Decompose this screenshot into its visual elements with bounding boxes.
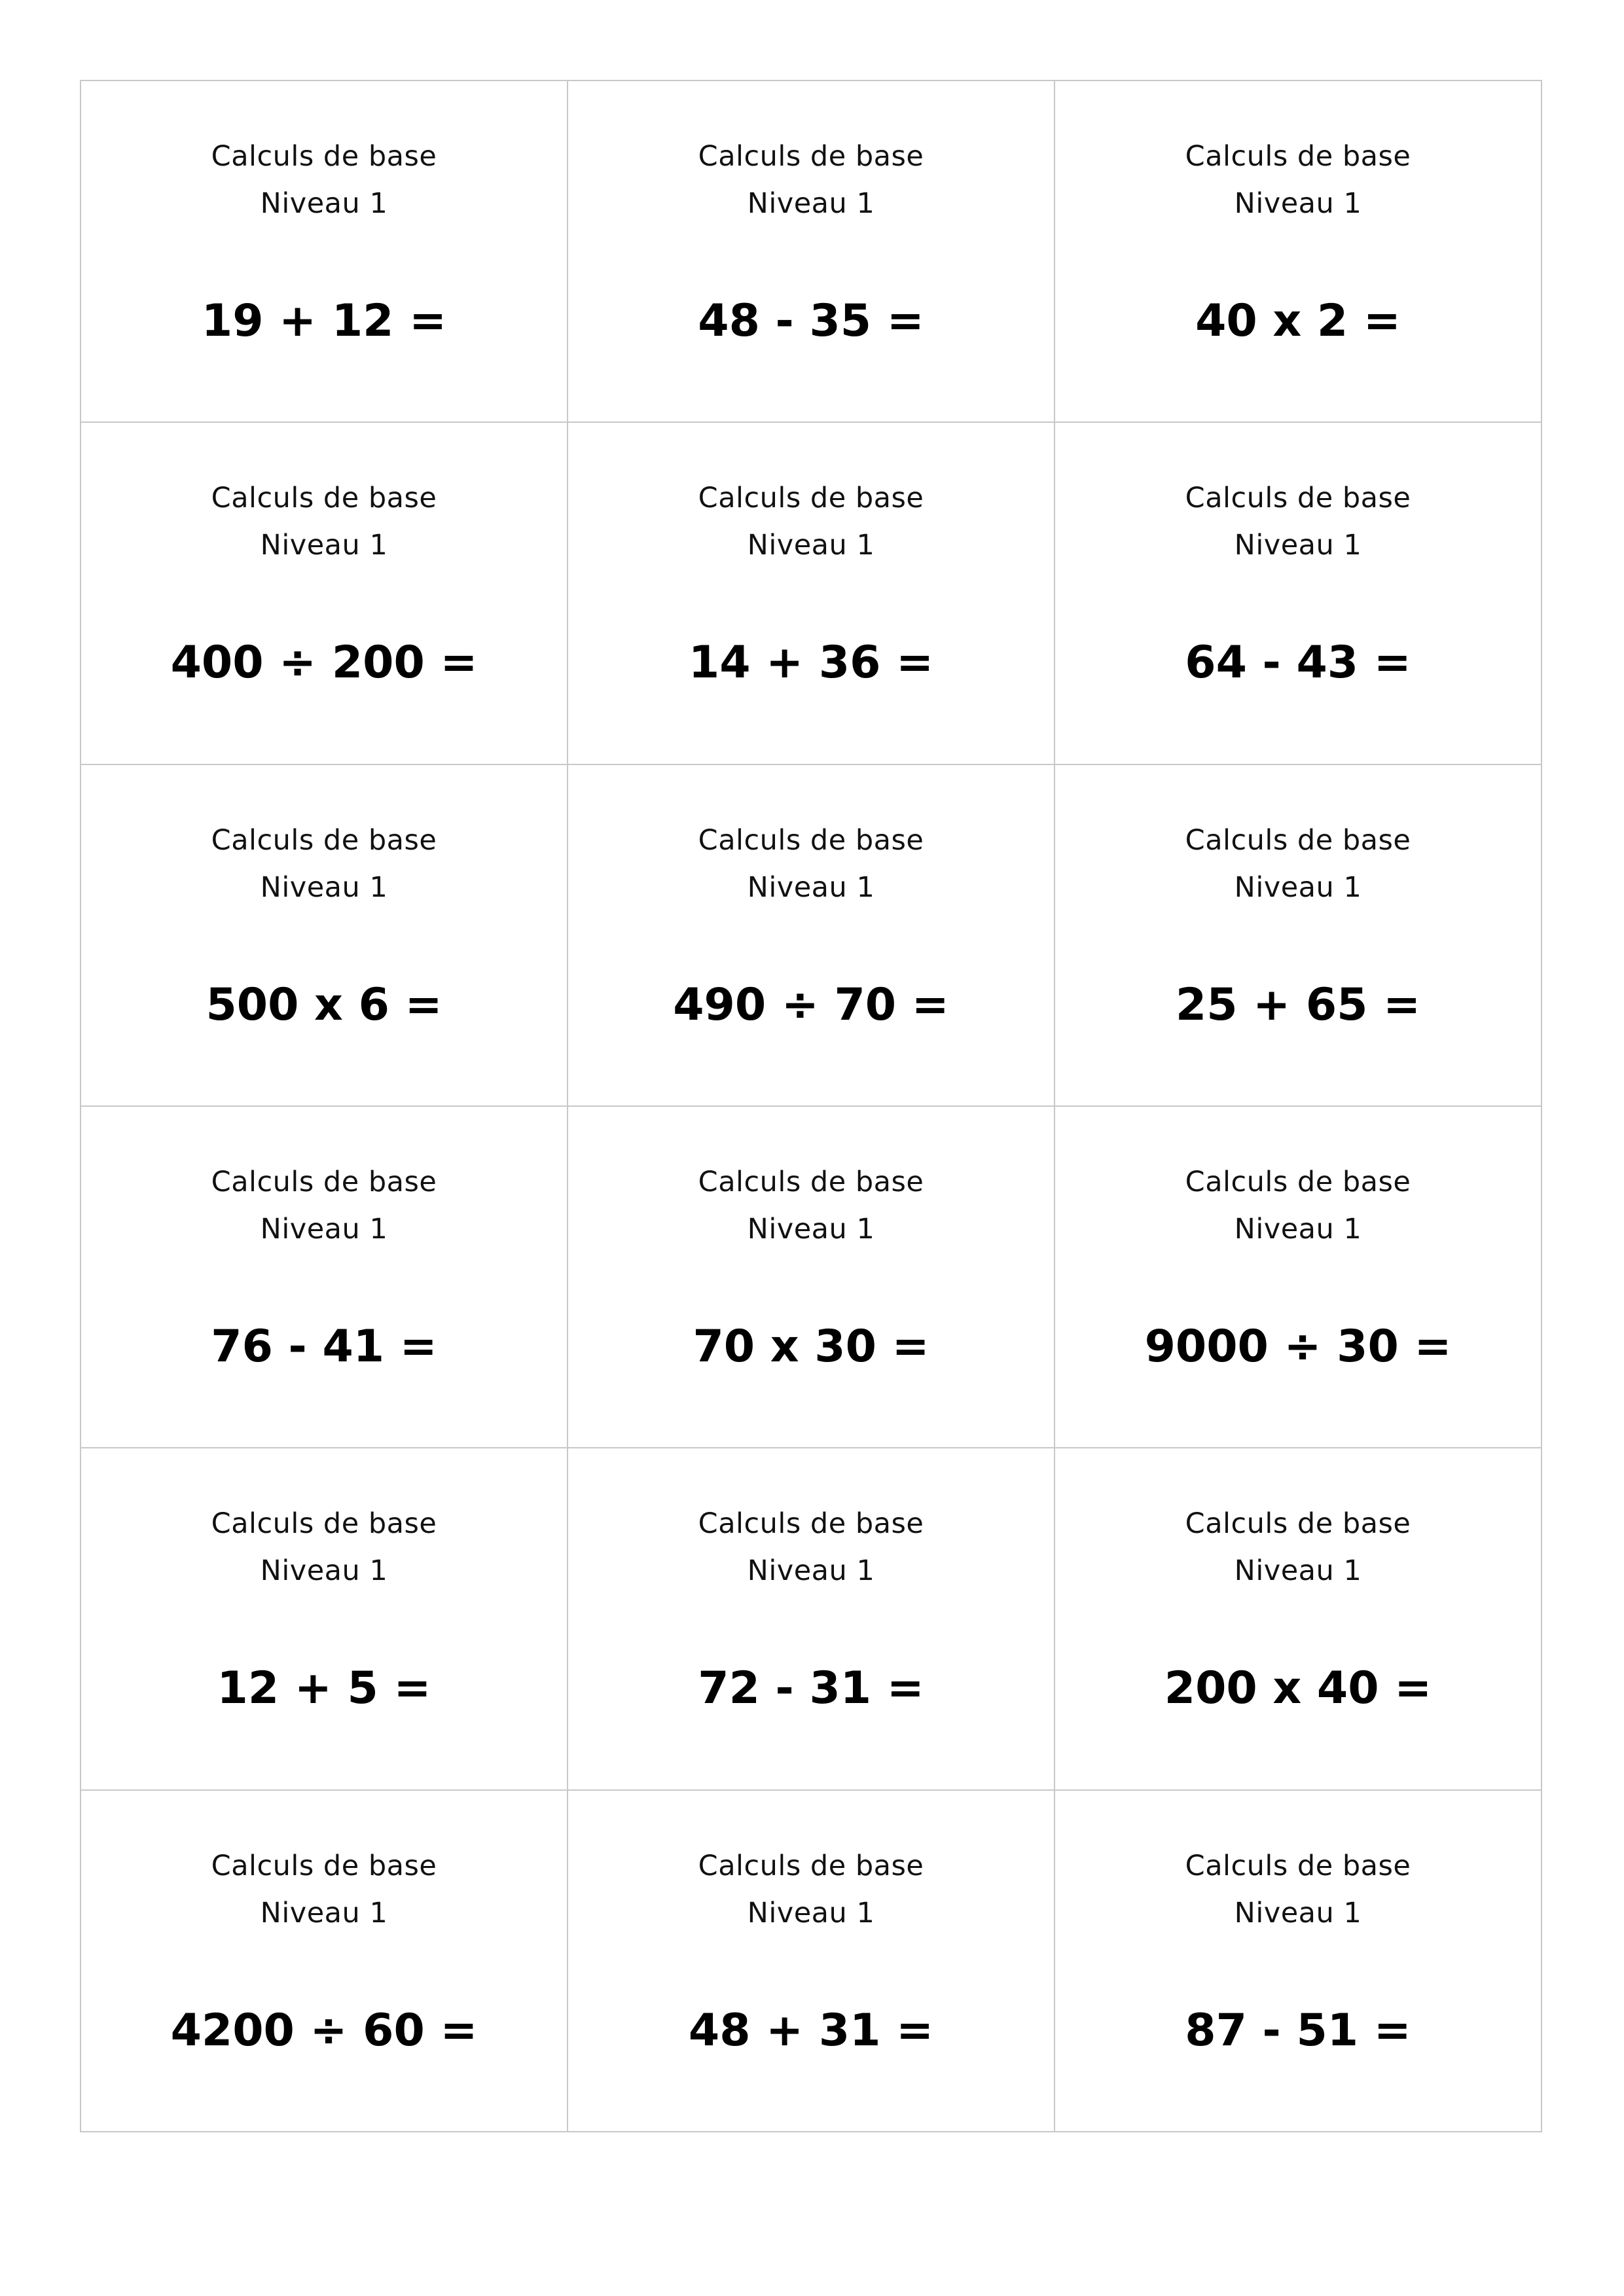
card-problem: 12 + 5 = bbox=[217, 1662, 431, 1715]
card-title: Calculs de base bbox=[698, 1507, 924, 1541]
card-problem: 48 - 35 = bbox=[698, 295, 924, 347]
card bbox=[568, 423, 1055, 764]
card-level: Niveau 1 bbox=[747, 187, 875, 220]
card-level: Niveau 1 bbox=[1234, 529, 1362, 562]
card-problem: 64 - 43 = bbox=[1185, 637, 1411, 689]
card bbox=[1055, 423, 1542, 764]
card-title: Calculs de base bbox=[698, 823, 924, 857]
card bbox=[1055, 1107, 1542, 1448]
card-title: Calculs de base bbox=[1185, 823, 1411, 857]
card-problem: 70 x 30 = bbox=[693, 1320, 929, 1372]
card-title: Calculs de base bbox=[211, 823, 437, 857]
card bbox=[81, 765, 568, 1107]
card-level: Niveau 1 bbox=[260, 1896, 388, 1929]
card-level: Niveau 1 bbox=[747, 1212, 875, 1246]
card-level: Niveau 1 bbox=[747, 529, 875, 562]
card-level: Niveau 1 bbox=[1234, 1212, 1362, 1246]
card-problem: 400 ÷ 200 = bbox=[170, 637, 478, 689]
card-problem: 14 + 36 = bbox=[688, 637, 934, 689]
card bbox=[568, 81, 1055, 423]
card bbox=[1055, 1791, 1542, 2132]
card-problem: 9000 ÷ 30 = bbox=[1144, 1320, 1452, 1372]
card-title: Calculs de base bbox=[698, 1849, 924, 1882]
card-level: Niveau 1 bbox=[1234, 870, 1362, 904]
card-title: Calculs de base bbox=[211, 140, 437, 173]
card-problem: 200 x 40 = bbox=[1164, 1662, 1432, 1715]
card-problem: 19 + 12 = bbox=[201, 295, 447, 347]
card bbox=[81, 1791, 568, 2132]
card-title: Calculs de base bbox=[211, 482, 437, 515]
card-title: Calculs de base bbox=[1185, 140, 1411, 173]
card-title: Calculs de base bbox=[1185, 1507, 1411, 1541]
card bbox=[1055, 81, 1542, 423]
card-level: Niveau 1 bbox=[1234, 1896, 1362, 1929]
card-level: Niveau 1 bbox=[260, 529, 388, 562]
card bbox=[81, 81, 568, 423]
card-problem: 490 ÷ 70 = bbox=[673, 978, 949, 1031]
card bbox=[568, 1791, 1055, 2132]
card bbox=[81, 1448, 568, 1790]
card-problem: 48 + 31 = bbox=[688, 2004, 934, 2056]
card-title: Calculs de base bbox=[1185, 1849, 1411, 1882]
card-title: Calculs de base bbox=[698, 140, 924, 173]
card-problem: 76 - 41 = bbox=[211, 1320, 437, 1372]
card-problem: 87 - 51 = bbox=[1185, 2004, 1411, 2056]
card-level: Niveau 1 bbox=[747, 1554, 875, 1588]
card bbox=[1055, 1448, 1542, 1790]
card bbox=[81, 423, 568, 764]
card-level: Niveau 1 bbox=[1234, 187, 1362, 220]
card-title: Calculs de base bbox=[211, 1849, 437, 1882]
card-title: Calculs de base bbox=[211, 1165, 437, 1198]
card-level: Niveau 1 bbox=[747, 1896, 875, 1929]
card-level: Niveau 1 bbox=[260, 187, 388, 220]
card-level: Niveau 1 bbox=[260, 1554, 388, 1588]
card bbox=[568, 765, 1055, 1107]
card bbox=[1055, 765, 1542, 1107]
card-problem: 4200 ÷ 60 = bbox=[170, 2004, 478, 2056]
card-level: Niveau 1 bbox=[260, 870, 388, 904]
card bbox=[568, 1107, 1055, 1448]
card-level: Niveau 1 bbox=[260, 1212, 388, 1246]
card-problem: 72 - 31 = bbox=[698, 1662, 924, 1715]
card-title: Calculs de base bbox=[1185, 1165, 1411, 1198]
card bbox=[568, 1448, 1055, 1790]
card-problem: 25 + 65 = bbox=[1175, 978, 1421, 1031]
card-title: Calculs de base bbox=[211, 1507, 437, 1541]
card-title: Calculs de base bbox=[1185, 482, 1411, 515]
card-title: Calculs de base bbox=[698, 1165, 924, 1198]
card-level: Niveau 1 bbox=[747, 870, 875, 904]
card-title: Calculs de base bbox=[698, 482, 924, 515]
card-problem: 40 x 2 = bbox=[1195, 295, 1401, 347]
card-level: Niveau 1 bbox=[1234, 1554, 1362, 1588]
card-problem: 500 x 6 = bbox=[206, 978, 442, 1031]
card bbox=[81, 1107, 568, 1448]
card-sheet bbox=[80, 80, 1542, 2132]
